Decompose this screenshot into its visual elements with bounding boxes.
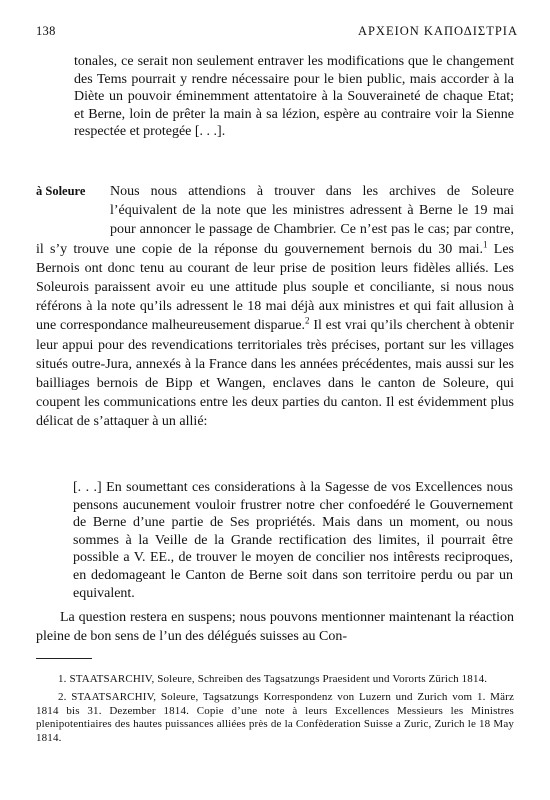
footnote-ref-2: 2 [305,315,310,326]
footnote-1: 1. STAATSARCHIV, Soleure, Schreiben des Tagsatzungs Praesident und Vororts Zürich 1814. [58,673,488,685]
footnote-ref-1: 1 [483,238,488,249]
closing-paragraph: La question restera en suspens; nous pouvons mentionner maintenant la réaction pleine de bon sens de l’un des délégués suisses au Con- [36,610,514,645]
main-text-part3: Il est vrai qu’ils cherchent à obtenir leur appui pour des revendications territoriales très précises, portant sur les villages situés outre-Jura, annexés à la France dans les années précédentes, mais aussi sur les bailliages bernois de Bipp et Wangen, enclaves dans le canton de Soleure, qui coupent les communications entre les deux parties du canton. Il est évidemment plus délicat de s’attaquer à un allié: [36,318,514,430]
running-title: ΑΡΧΕΙΟΝ ΚΑΠΟΔΙΣΤΡΙΑ [357,24,518,38]
page-number: 138 [36,24,56,38]
main-paragraph [36,182,514,432]
block-quote-middle: [. . .] En soumettant ces considerations à la Sagesse de vos Excellences nous pensons aucunement vouloir frustrer notre cher confoedéré le Gouvernement de Berne d’une partie de Ses propriétés. Mais dans un moment, ou nous sommes à la Veille de la Grande rectification des limites, il pourrait être possible a V. EE., de trouver le moyen de concilier nos intêrests reciproques, en dedomageant le Canton de Berne soit dans son territoire perdu ou par un equivalent. [73,480,513,601]
footnotes [36,673,514,750]
footnote-divider [36,658,92,659]
page-header [36,24,518,42]
margin-note: à Soleure [36,184,86,198]
main-text-part2: Les Bernois ont donc tenu au courant de leur prise de position leurs fidèles alliés. Les Soleurois paraissent avoir eu une attitude plus souple et conciliante, si nous nous référons à la note qu’ils adressent le 18 mai déjà aux ministres et qui fait allusion à une correspondance malheureusement disparue. [36,241,514,334]
block-quote-top: tonales, ce serait non seulement entraver les modifications que le changement des Tems pourrait y rendre nécessaire pour le bien public, mais accorder à la Diète un pouvoir éminemment attentatoire à la Souveraineté de chaque Etat; et Berne, loin de prêter la main à sa lézion, espère au contraire voir la Sienne respectée et protegée [. . .]. [74,54,514,140]
footnote-2: 2. STAATSARCHIV, Soleure, Tagsatzungs Korrespondenz von Luzern und Zurich vom 1. März 1814 bis 31. Dezember 1814. Copie d’une note à leurs Excellences Messieurs les Ministres plenipotentiaires des hautes puissances alliées près de la Confèderation Suisse a Zuric, Zurich le 18 May 1814. [36,690,514,745]
main-text-part1: Nous nous attendions à trouver dans les archives de Soleure l’équivalent de la note que les ministres adressent à Berne le 19 mai pour annoncer le passage de Chambrier. Ce n’est pas le cas; par contre, il s’y trouve une copie de la réponse du gouvernement bernois du 30 mai. [36,184,514,257]
